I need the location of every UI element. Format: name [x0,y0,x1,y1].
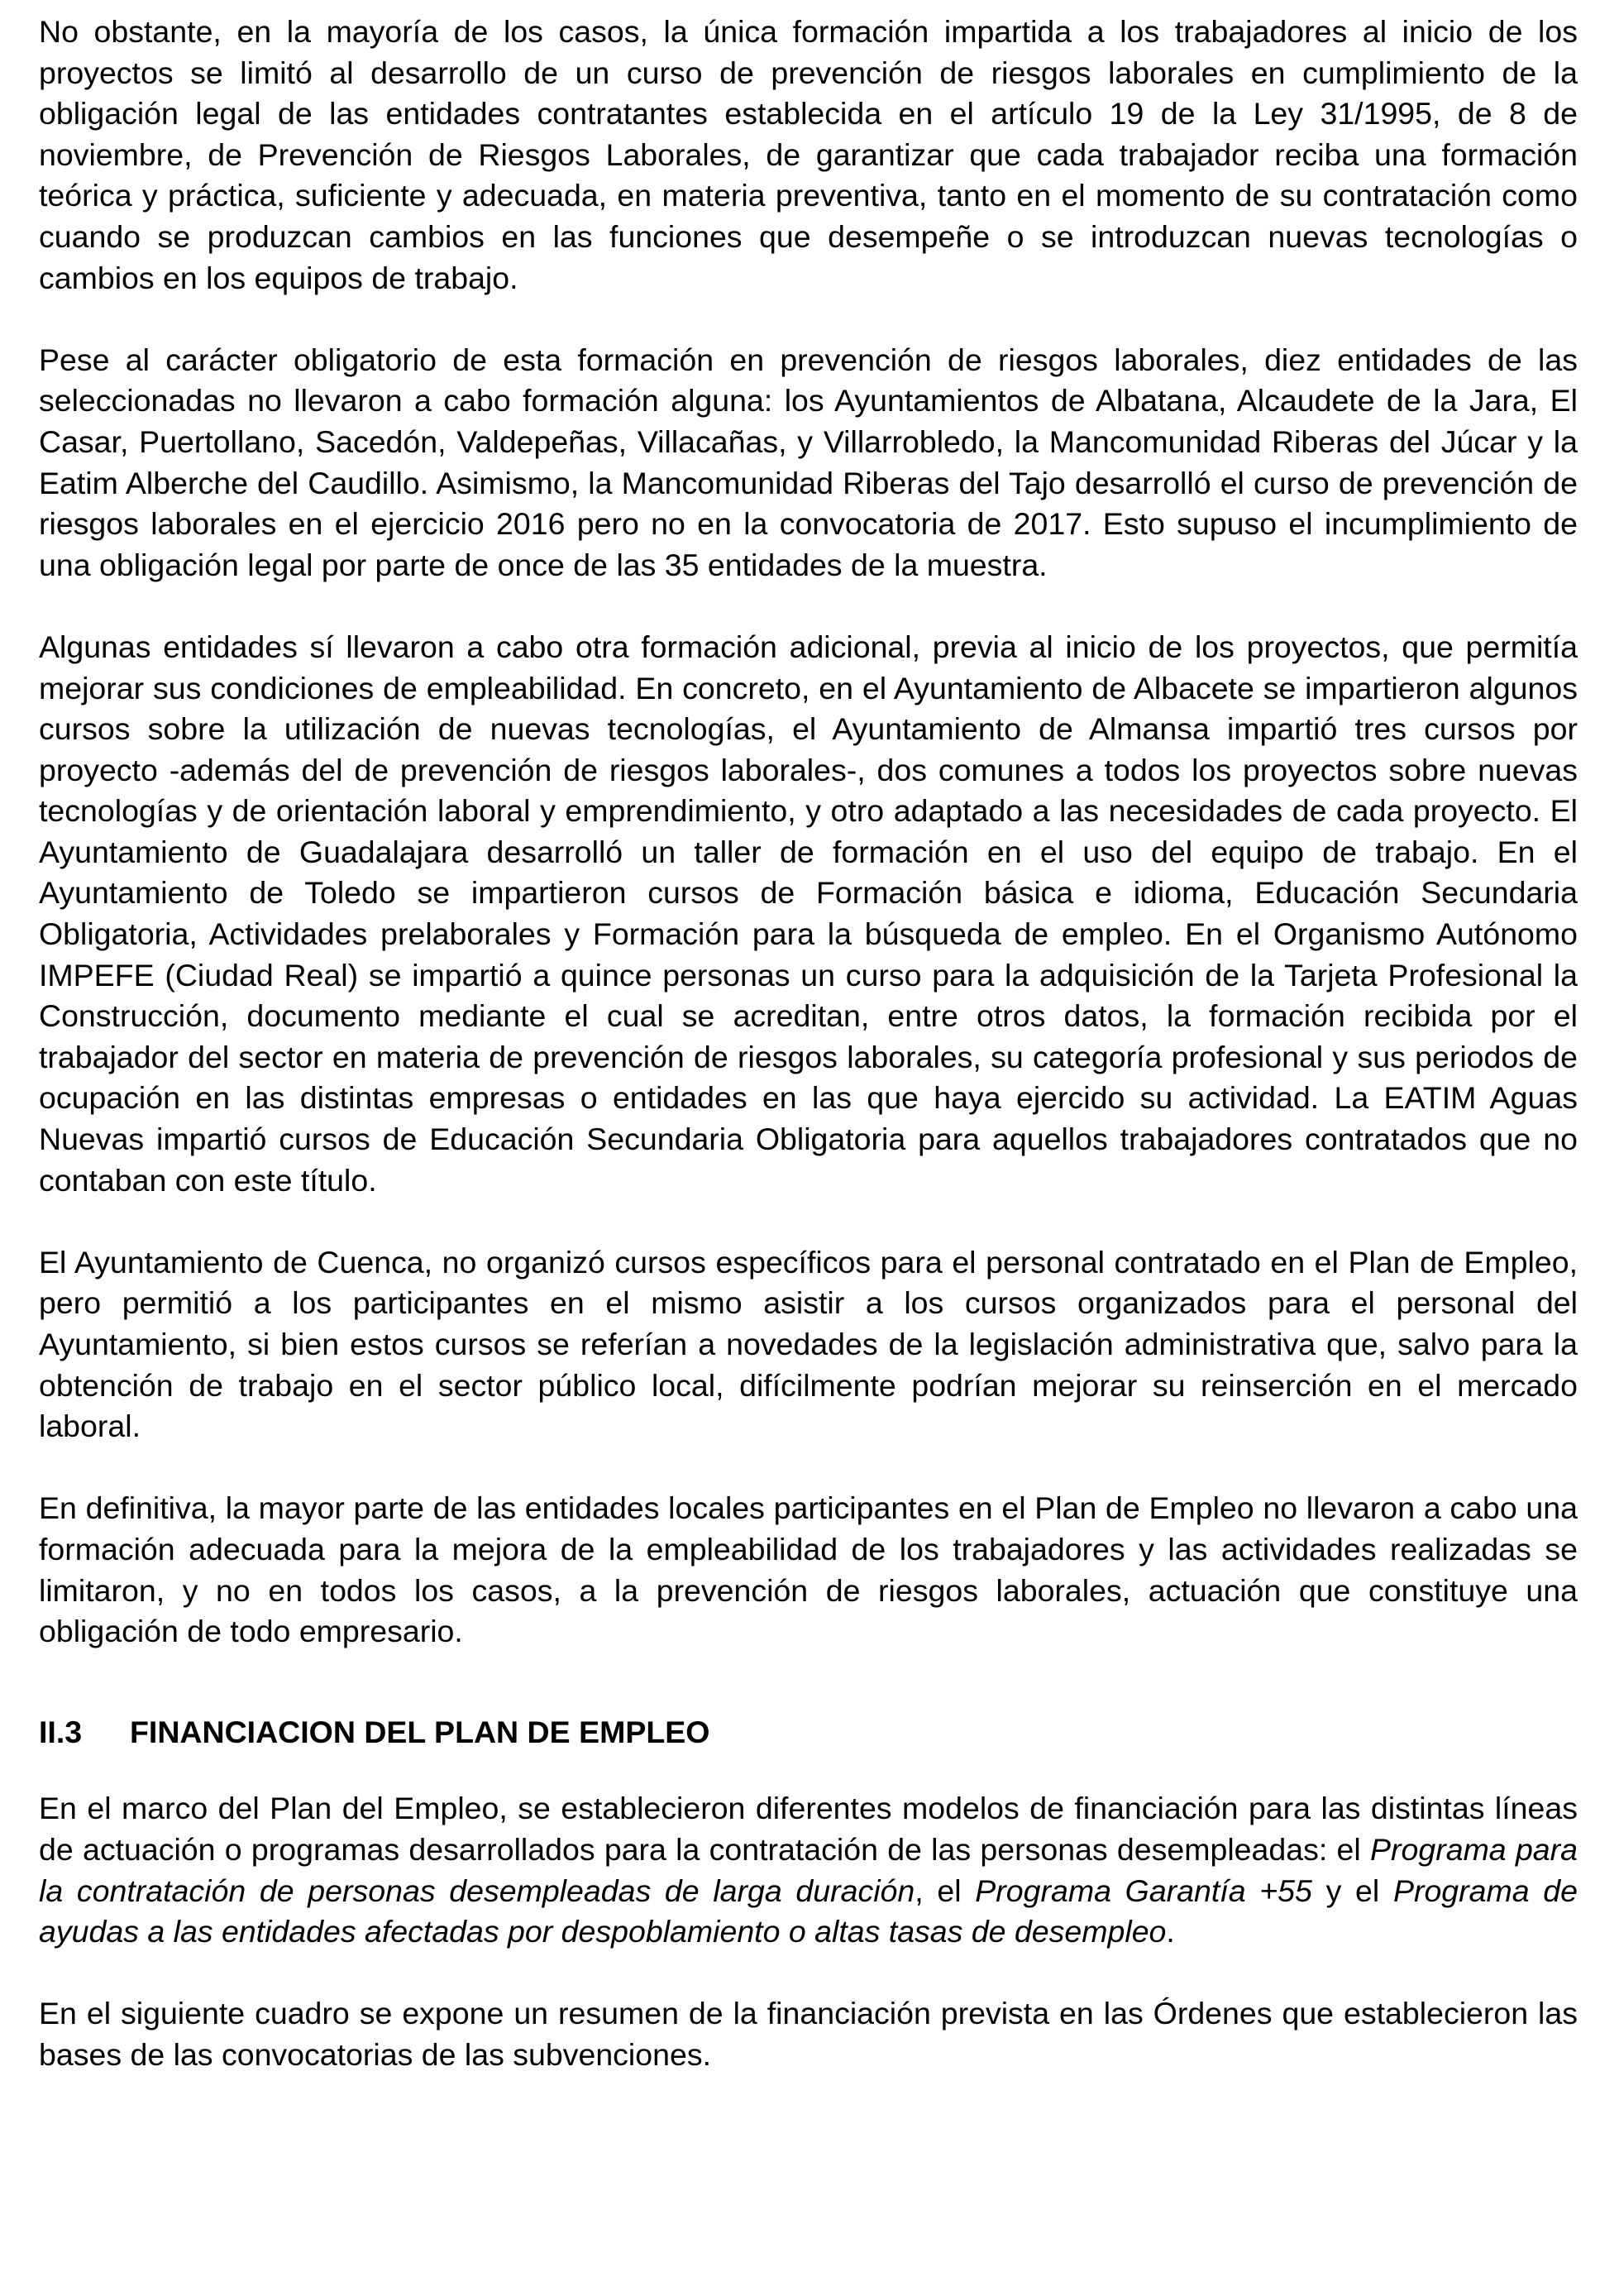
financing-text-1: En el marco del Plan del Empleo, se establecieron diferentes modelos de financiación para las distintas líneas de actuación o programas desarrollados para la contratación de las personas desempleadas: el [39,1791,1578,1867]
paragraph-summary-table-intro: En el siguiente cuadro se expone un resumen de la financiación prevista en las Órdenes que establecieron las bases de las convocatorias de las subvenciones. [39,1996,1578,2072]
financing-text-2: , el [915,1873,976,1908]
paragraph-conclusion: En definitiva, la mayor parte de las entidades locales participantes en el Plan de Empleo no llevaron a cabo una formación adecuada para la mejora de la empleabilidad de los trabajadores y las actividades realizadas se limitaron, y no en todos los casos, a la prevención de riesgos laborales, actuación que constituye una obligación de todo empresario. [39,1490,1578,1649]
program-guarantee-55: Programa Garantía +55 [975,1873,1312,1908]
paragraph-prl-training: No obstante, en la mayoría de los casos, la única formación impartida a los trabajadores al inicio de los proyectos se limitó al desarrollo de un curso de prevención de riesgos laborales en cumplimiento de la obligación legal de las entidades contratantes establecida en el artículo 19 de la Ley 31/1995, de 8 de noviembre, de Prevención de Riesgos Laborales, de garantizar que cada trabajador reciba una formación teórica y práctica, suficiente y adecuada, en materia preventiva, tanto en el momento de su contratación como cuando se produzcan cambios en las funciones que desempeñe o se introduzcan nuevas tecnologías o cambios en los equipos de trabajo. [39,14,1578,295]
paragraph-cuenca-courses: El Ayuntamiento de Cuenca, no organizó cursos específicos para el personal contratado en el Plan de Empleo, pero permitió a los participantes en el mismo asistir a los cursos organizados para el personal del Ayuntamiento, si bien estos cursos se referían a novedades de la legislación administrativa que, salvo para la obtención de trabajo en el sector público local, difícilmente podrían mejorar su reinserción en el mercado laboral. [39,1244,1578,1444]
program-long-term-unemployed: Programa para la contratación de personas desempleadas de larga duración [39,1831,1578,1908]
section-heading [39,1712,1578,1753]
paragraph-financing-models [39,1788,1578,1952]
paragraph-additional-training: Algunas entidades sí llevaron a cabo otra formación adicional, previa al inicio de los proyectos, que permitía mejorar sus condiciones de empleabilidad. En concreto, en el Ayuntamiento de Albacete se impartieron algunos cursos sobre la utilización de nuevas tecnologías, el Ayuntamiento de Almansa impartió tres cursos por proyecto -además del de prevención de riesgos laborales-, dos comunes a todos los proyectos sobre nuevas tecnologías y de orientación laboral y emprendimiento, y otro adaptado a las necesidades de cada proyecto. El Ayuntamiento de Guadalajara desarrolló un taller de formación en el uso del equipo de trabajo. En el Ayuntamiento de Toledo se impartieron cursos de Formación básica e idioma, Educación Secundaria Obligatoria, Actividades prelaborales y Formación para la búsqueda de empleo. En el Organismo Autónomo IMPEFE (Ciudad Real) se impartió a quince personas un curso para la adquisición de la Tarjeta Profesional la Construcción, documento mediante el cual se acreditan, entre otros datos, la formación recibida por el trabajador del sector en materia de prevención de riesgos laborales, su categoría profesional y sus periodos de ocupación en las distintas empresas o entidades en las que haya ejercido su actividad. La EATIM Aguas Nuevas impartió cursos de Educación Secundaria Obligatoria para aquellos trabajadores contratados que no contaban con este título. [39,629,1578,1198]
program-depopulation-aid: Programa de ayudas a las entidades afectadas por despoblamiento o altas tasas de desempleo [39,1873,1578,1949]
financing-text-3: y el [1311,1873,1393,1908]
financing-text-4: . [1166,1914,1175,1949]
paragraph-entities-without-training: Pese al carácter obligatorio de esta formación en prevención de riesgos laborales, diez entidades de las seleccionadas no llevaron a cabo formación alguna: los Ayuntamientos de Albatana, Alcaudete de la Jara, El Casar, Puertollano, Sacedón, Valdepeñas, Villacañas, y Villarrobledo, la Mancomunidad Riberas del Júcar y la Eatim Alberche del Caudillo. Asimismo, la Mancomunidad Riberas del Tajo desarrolló el curso de prevención de riesgos laborales en el ejercicio 2016 pero no en la convocatoria de 2017. Esto supuso el incumplimiento de una obligación legal por parte de once de las 35 entidades de la muestra. [39,342,1578,582]
section-number: II.3 [39,1714,83,1749]
document-page [39,12,1578,2076]
section-title: FINANCIACION DEL PLAN DE EMPLEO [130,1714,710,1749]
